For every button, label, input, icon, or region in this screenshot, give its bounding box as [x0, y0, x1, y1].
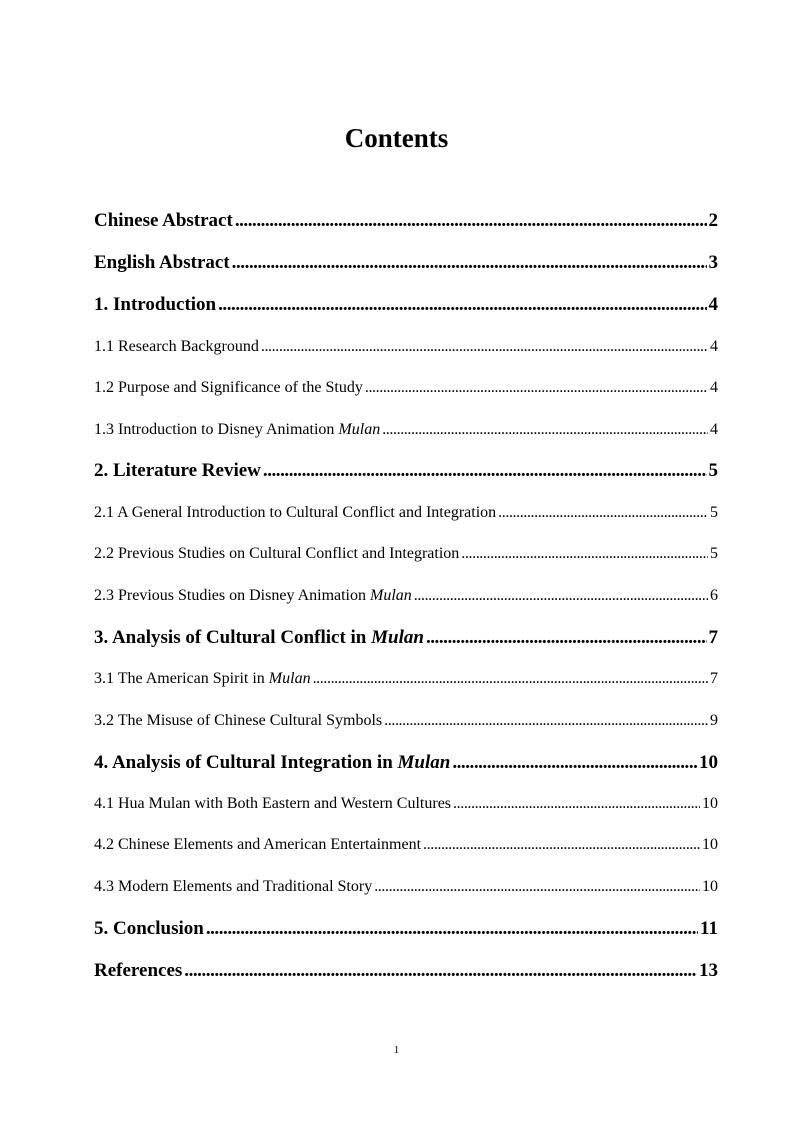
dot-leader: [423, 834, 700, 856]
italic-title: Mulan: [397, 752, 451, 773]
toc-entry-label: 3.2 The Misuse of Chinese Cultural Symbols: [94, 712, 383, 729]
toc-entry[interactable]: [94, 377, 718, 399]
toc-entry-label: 4. Analysis of Cultural Integration in Mulan: [94, 752, 451, 773]
toc-entry[interactable]: [94, 458, 718, 484]
dot-leader: [313, 668, 708, 690]
toc-entry-page: 6: [710, 587, 718, 604]
toc-entry-page: 9: [710, 712, 718, 729]
italic-title: Mulan: [338, 421, 381, 438]
dot-leader: [374, 876, 700, 898]
toc-entry-page: 4: [708, 294, 718, 315]
toc-entry[interactable]: [94, 292, 718, 318]
dot-leader: [263, 458, 707, 484]
toc-entry[interactable]: [94, 793, 718, 815]
dot-leader: [206, 916, 698, 942]
toc-entry-label: 2.3 Previous Studies on Disney Animation Mulan: [94, 587, 412, 604]
toc-entry-page: 4: [710, 379, 718, 396]
toc-entry-page: 10: [702, 878, 718, 895]
toc-entry[interactable]: [94, 834, 718, 856]
toc-entry-page: 7: [708, 627, 718, 648]
dot-leader: [261, 336, 708, 358]
toc-entry[interactable]: [94, 710, 718, 732]
toc-entry-label: English Abstract: [94, 252, 230, 273]
toc-entry-label: 3.1 The American Spirit in Mulan: [94, 670, 311, 687]
toc-entry[interactable]: [94, 668, 718, 690]
toc-entry-page: 13: [699, 960, 718, 981]
toc-entry-label: 5. Conclusion: [94, 918, 204, 939]
dot-leader: [232, 250, 707, 276]
toc-entry-label: 2.2 Previous Studies on Cultural Conflict and Integration: [94, 545, 460, 562]
toc-entry[interactable]: [94, 208, 718, 234]
toc-entry[interactable]: [94, 543, 718, 565]
toc-entry-page: 11: [700, 918, 718, 939]
toc-entry-label: Chinese Abstract: [94, 210, 233, 231]
dot-leader: [426, 625, 707, 651]
toc-entry-label: 2.1 A General Introduction to Cultural Conflict and Integration: [94, 504, 497, 521]
dot-leader: [453, 793, 700, 815]
toc-entry-page: 10: [699, 752, 718, 773]
toc-entry-page: 2: [708, 210, 718, 231]
toc-entry-page: 5: [710, 545, 718, 562]
dot-leader: [382, 419, 708, 441]
toc-entry[interactable]: [94, 585, 718, 607]
toc-entry-page: 5: [708, 460, 718, 481]
toc-entry-label: 3. Analysis of Cultural Conflict in Mulan: [94, 627, 424, 648]
toc-entry-page: 7: [710, 670, 718, 687]
toc-entry-page: 10: [702, 836, 718, 853]
toc-entry-page: 4: [710, 338, 718, 355]
dot-leader: [452, 750, 697, 776]
page-title: Contents: [344, 123, 449, 153]
toc-entry[interactable]: [94, 502, 718, 524]
toc-entry-label: 1.3 Introduction to Disney Animation Mulan: [94, 421, 381, 438]
toc-entry-label: 4.1 Hua Mulan with Both Eastern and Western Cultures: [94, 795, 452, 812]
toc-entry[interactable]: [94, 916, 718, 942]
toc-entry-label: 1.1 Research Background: [94, 338, 259, 355]
toc-entry-page: 10: [702, 795, 718, 812]
dot-leader: [384, 710, 708, 732]
toc-entry-label: References: [94, 960, 183, 981]
dot-leader: [184, 958, 697, 984]
dot-leader: [235, 208, 707, 234]
dot-leader: [365, 377, 708, 399]
toc-entry[interactable]: [94, 250, 718, 276]
toc-entry-label: 2. Literature Review: [94, 460, 261, 481]
dot-leader: [218, 292, 706, 318]
italic-title: Mulan: [371, 627, 424, 648]
toc-entry-label: 4.3 Modern Elements and Traditional Story: [94, 878, 373, 895]
page-number: 1: [393, 1044, 400, 1056]
italic-title: Mulan: [370, 587, 412, 604]
dot-leader: [498, 502, 708, 524]
toc-entry-page: 3: [708, 252, 718, 273]
toc-entry[interactable]: [94, 419, 718, 441]
toc-entry[interactable]: [94, 958, 718, 984]
toc-entry-label: 1. Introduction: [94, 294, 217, 315]
toc-entry-label: 4.2 Chinese Elements and American Entertainment: [94, 836, 422, 853]
toc-entry-label: 1.2 Purpose and Significance of the Study: [94, 379, 363, 396]
dot-leader: [414, 585, 708, 607]
italic-title: Mulan: [268, 670, 311, 687]
toc-entry[interactable]: [94, 625, 718, 651]
toc-entry-page: 4: [710, 421, 718, 438]
toc-entry-page: 5: [710, 504, 718, 521]
toc-entry[interactable]: [94, 750, 718, 776]
toc-entry[interactable]: [94, 336, 718, 358]
dot-leader: [461, 543, 708, 565]
toc-entry[interactable]: [94, 876, 718, 898]
